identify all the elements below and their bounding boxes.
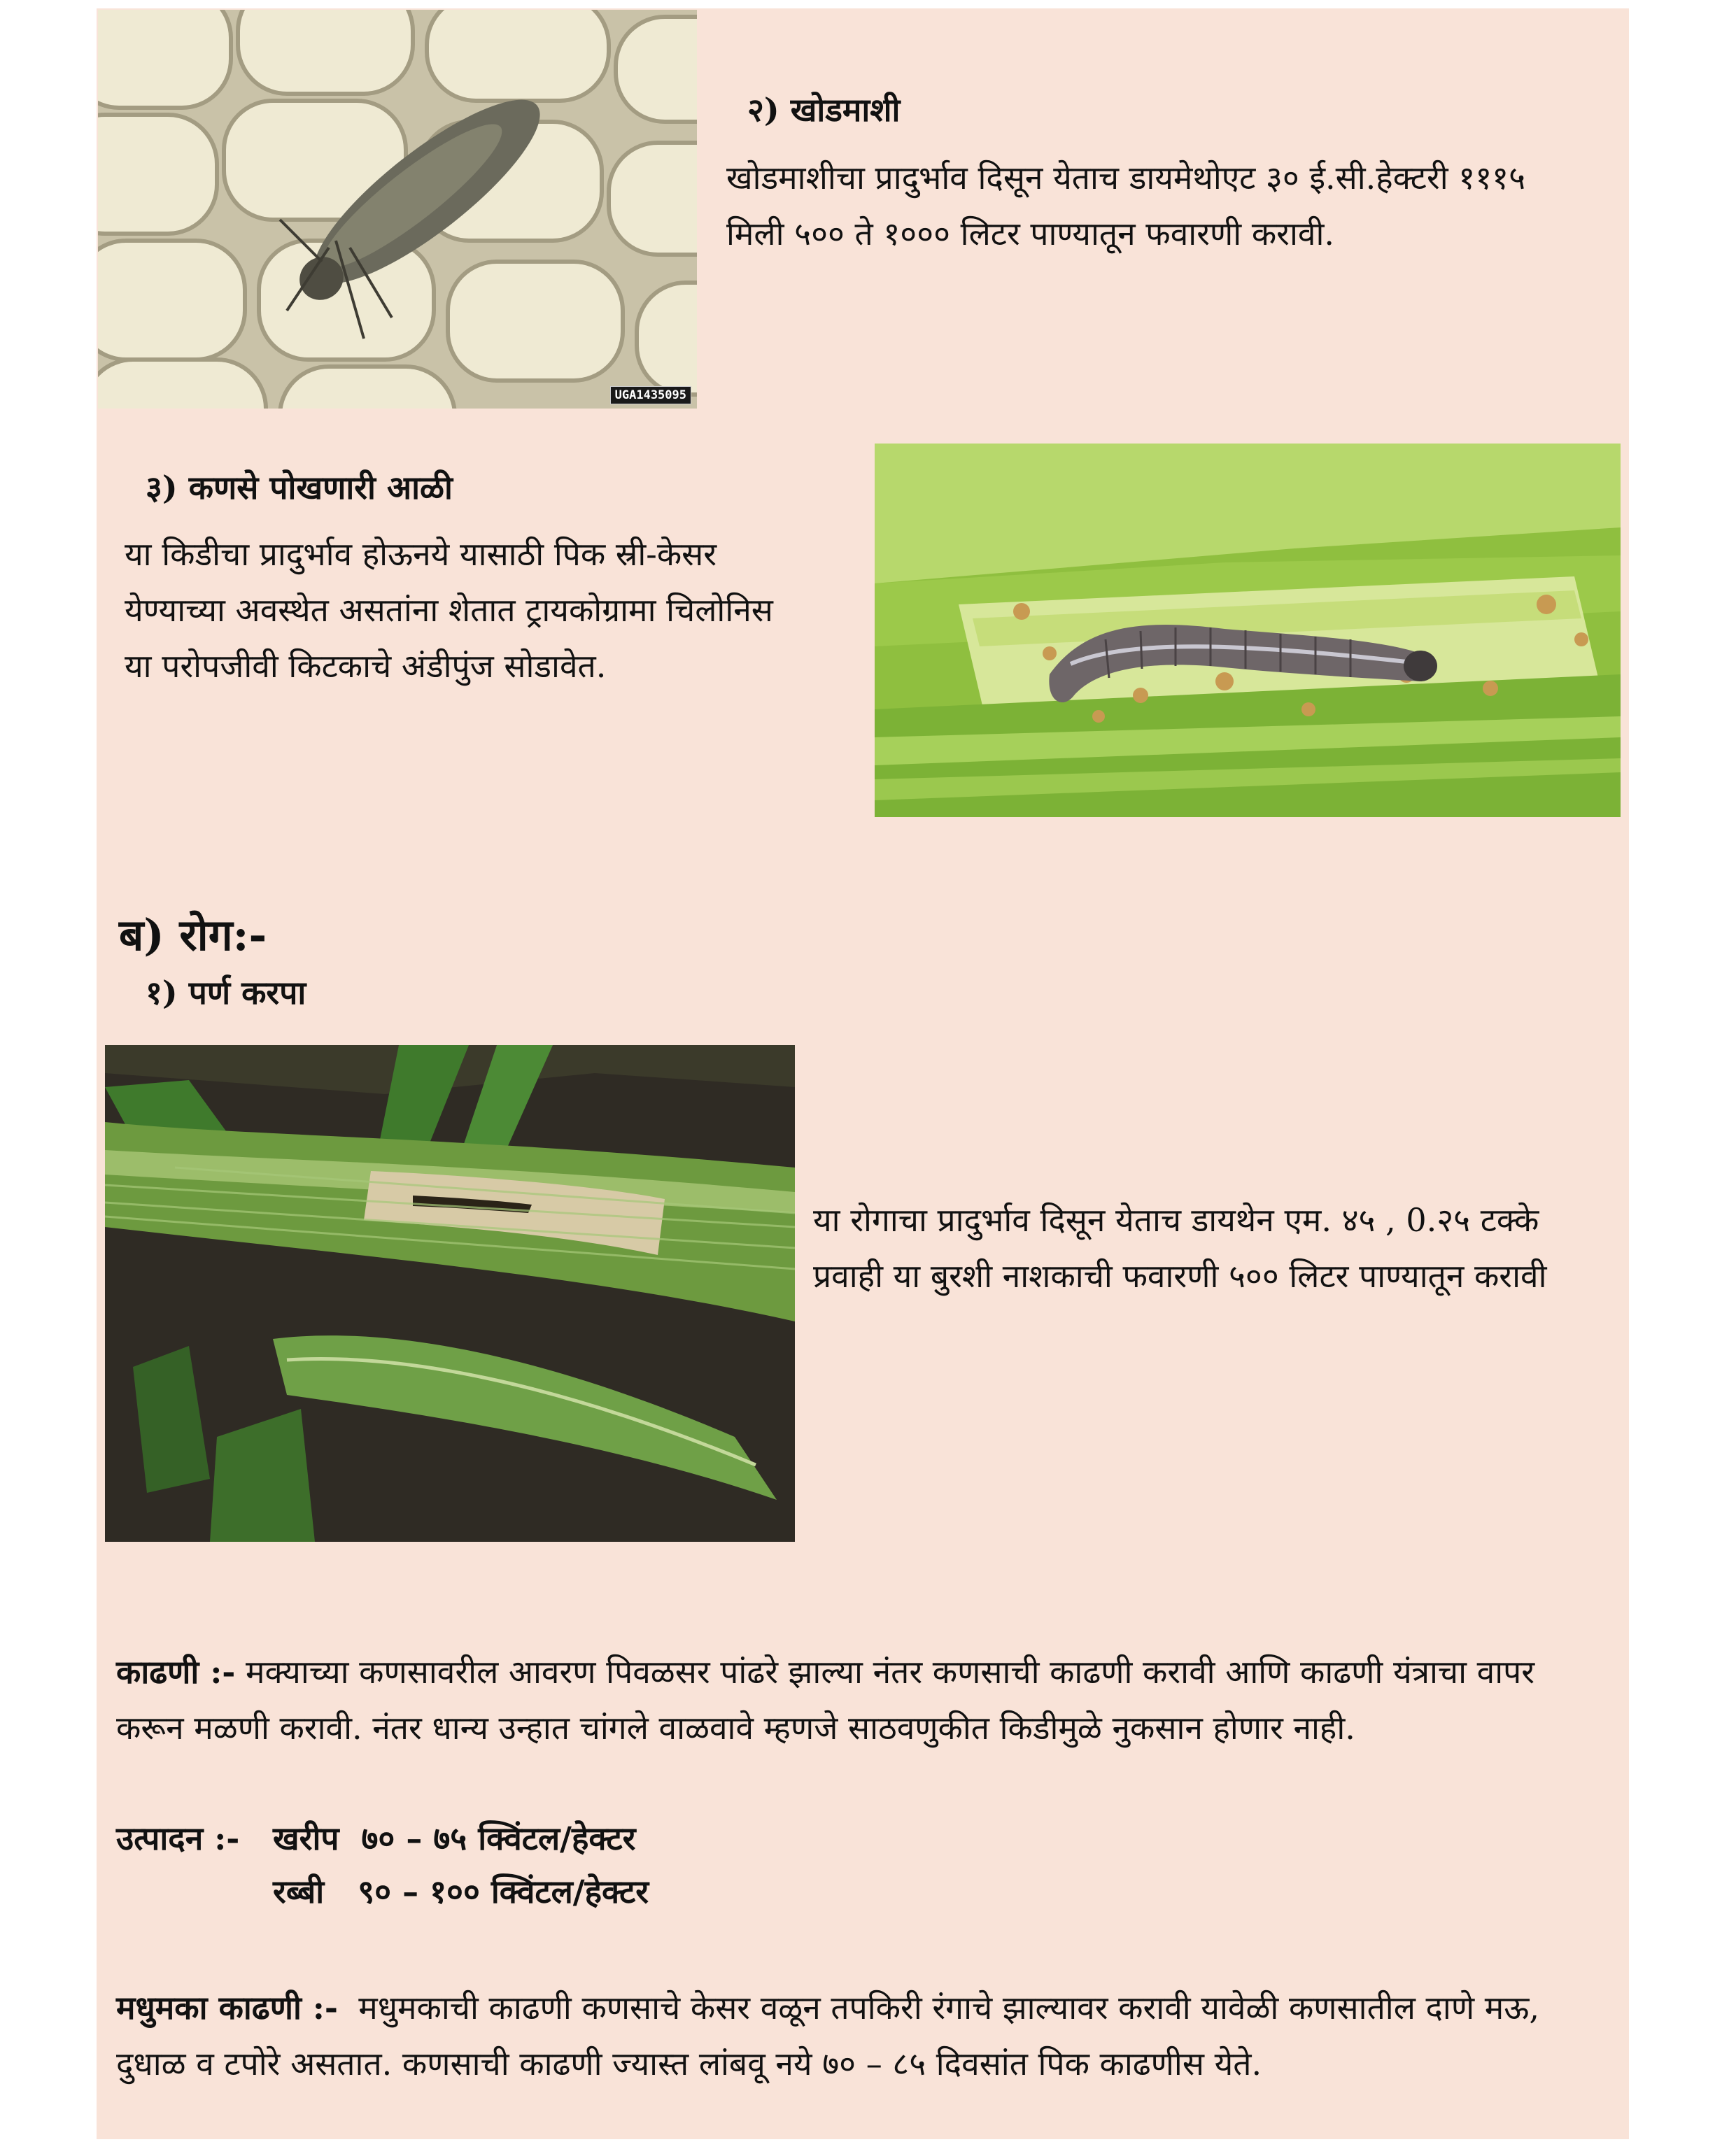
sweetcorn-paragraph [116, 1980, 1614, 2092]
caterpillar-photo [875, 444, 1621, 817]
sweetcorn-line-2: दुधाळ व टपोरे असतात. कणसाची काढणी ज्यास्त लांबवू नये ७० – ८५ दिवसांत पिक काढणीस येते. [116, 2045, 1262, 2083]
blight-heading: १) पर्ण करपा [146, 974, 306, 1012]
fly-heading: २) खोडमाशी [747, 91, 901, 129]
borer-heading: ३) कणसे पोखणारी आळी [146, 469, 453, 506]
blight-line-2: प्रवाही या बुरशी नाशकाची फवारणी ५०० लिटर पाण्यातून करावी [813, 1257, 1547, 1295]
borer-paragraph [125, 526, 866, 694]
moth-on-corn-kernels-icon [98, 10, 697, 409]
borer-line-2: येण्याच्या अवस्थेत असतांना शेतात ट्रायकोग्रामा चिलोनिस [125, 591, 773, 629]
leaf-blight-icon [105, 1045, 795, 1542]
sweetcorn-text-1: मधुमकाची काढणी कणसाचे केसर वळून तपकिरी रंगाचे झाल्यावर करावी यावेळी कणसातील दाणे मऊ, [337, 1989, 1539, 2027]
moth-photo [98, 10, 697, 409]
harvest-line-1 [116, 1644, 1614, 1700]
fly-paragraph [726, 150, 1601, 262]
fly-line-1: खोडमाशीचा प्रादुर्भाव दिसून येताच डायमेथोएट ३० ई.सी.हेक्टरी १११५ [726, 159, 1525, 197]
sweetcorn-label: मधुमका काढणी :- [116, 1989, 338, 2027]
blight-line-1: या रोगाचा प्रादुर्भाव दिसून येताच डायथेन एम. ४५ , 0.२५ टक्के [813, 1201, 1539, 1239]
yield-rabi: रब्बी ९० – १०० क्विंटल/हेक्टर [273, 1873, 649, 1910]
blight-paragraph [813, 1192, 1611, 1304]
harvest-paragraph [116, 1644, 1614, 1756]
harvest-label: काढणी :- [116, 1653, 236, 1691]
leaf-blight-photo [105, 1045, 795, 1542]
harvest-line-2: करून मळणी करावी. नंतर धान्य उन्हात चांगले वाळवावे म्हणजे साठवणुकीत किडीमुळे नुकसान होणार नाही. [116, 1709, 1355, 1747]
photo-credit-tag: UGA1435095 [610, 386, 691, 404]
caterpillar-in-maize-stalk-icon [875, 444, 1621, 817]
yield-kharif: खरीप ७० – ७५ क्विंटल/हेक्टर [273, 1820, 636, 1857]
yield-label: उत्पादन :- [116, 1820, 240, 1857]
harvest-text-1: मक्याच्या कणसावरील आवरण पिवळसर पांढरे झाल्या नंतर कणसाची काढणी करावी आणि काढणी यंत्राचा वापर [235, 1653, 1535, 1691]
disease-section-heading: ब) रोग:- [119, 909, 267, 960]
sweetcorn-line-1 [116, 1980, 1614, 2036]
borer-line-3: या परोपजीवी किटकाचे अंडीपुंज सोडावेत. [125, 647, 607, 685]
borer-line-1: या किडीचा प्रादुर्भाव होऊनये यासाठी पिक स्री-केसर [125, 535, 717, 573]
fly-line-2: मिली ५०० ते १००० लिटर पाण्यातून फवारणी करावी. [726, 215, 1334, 253]
